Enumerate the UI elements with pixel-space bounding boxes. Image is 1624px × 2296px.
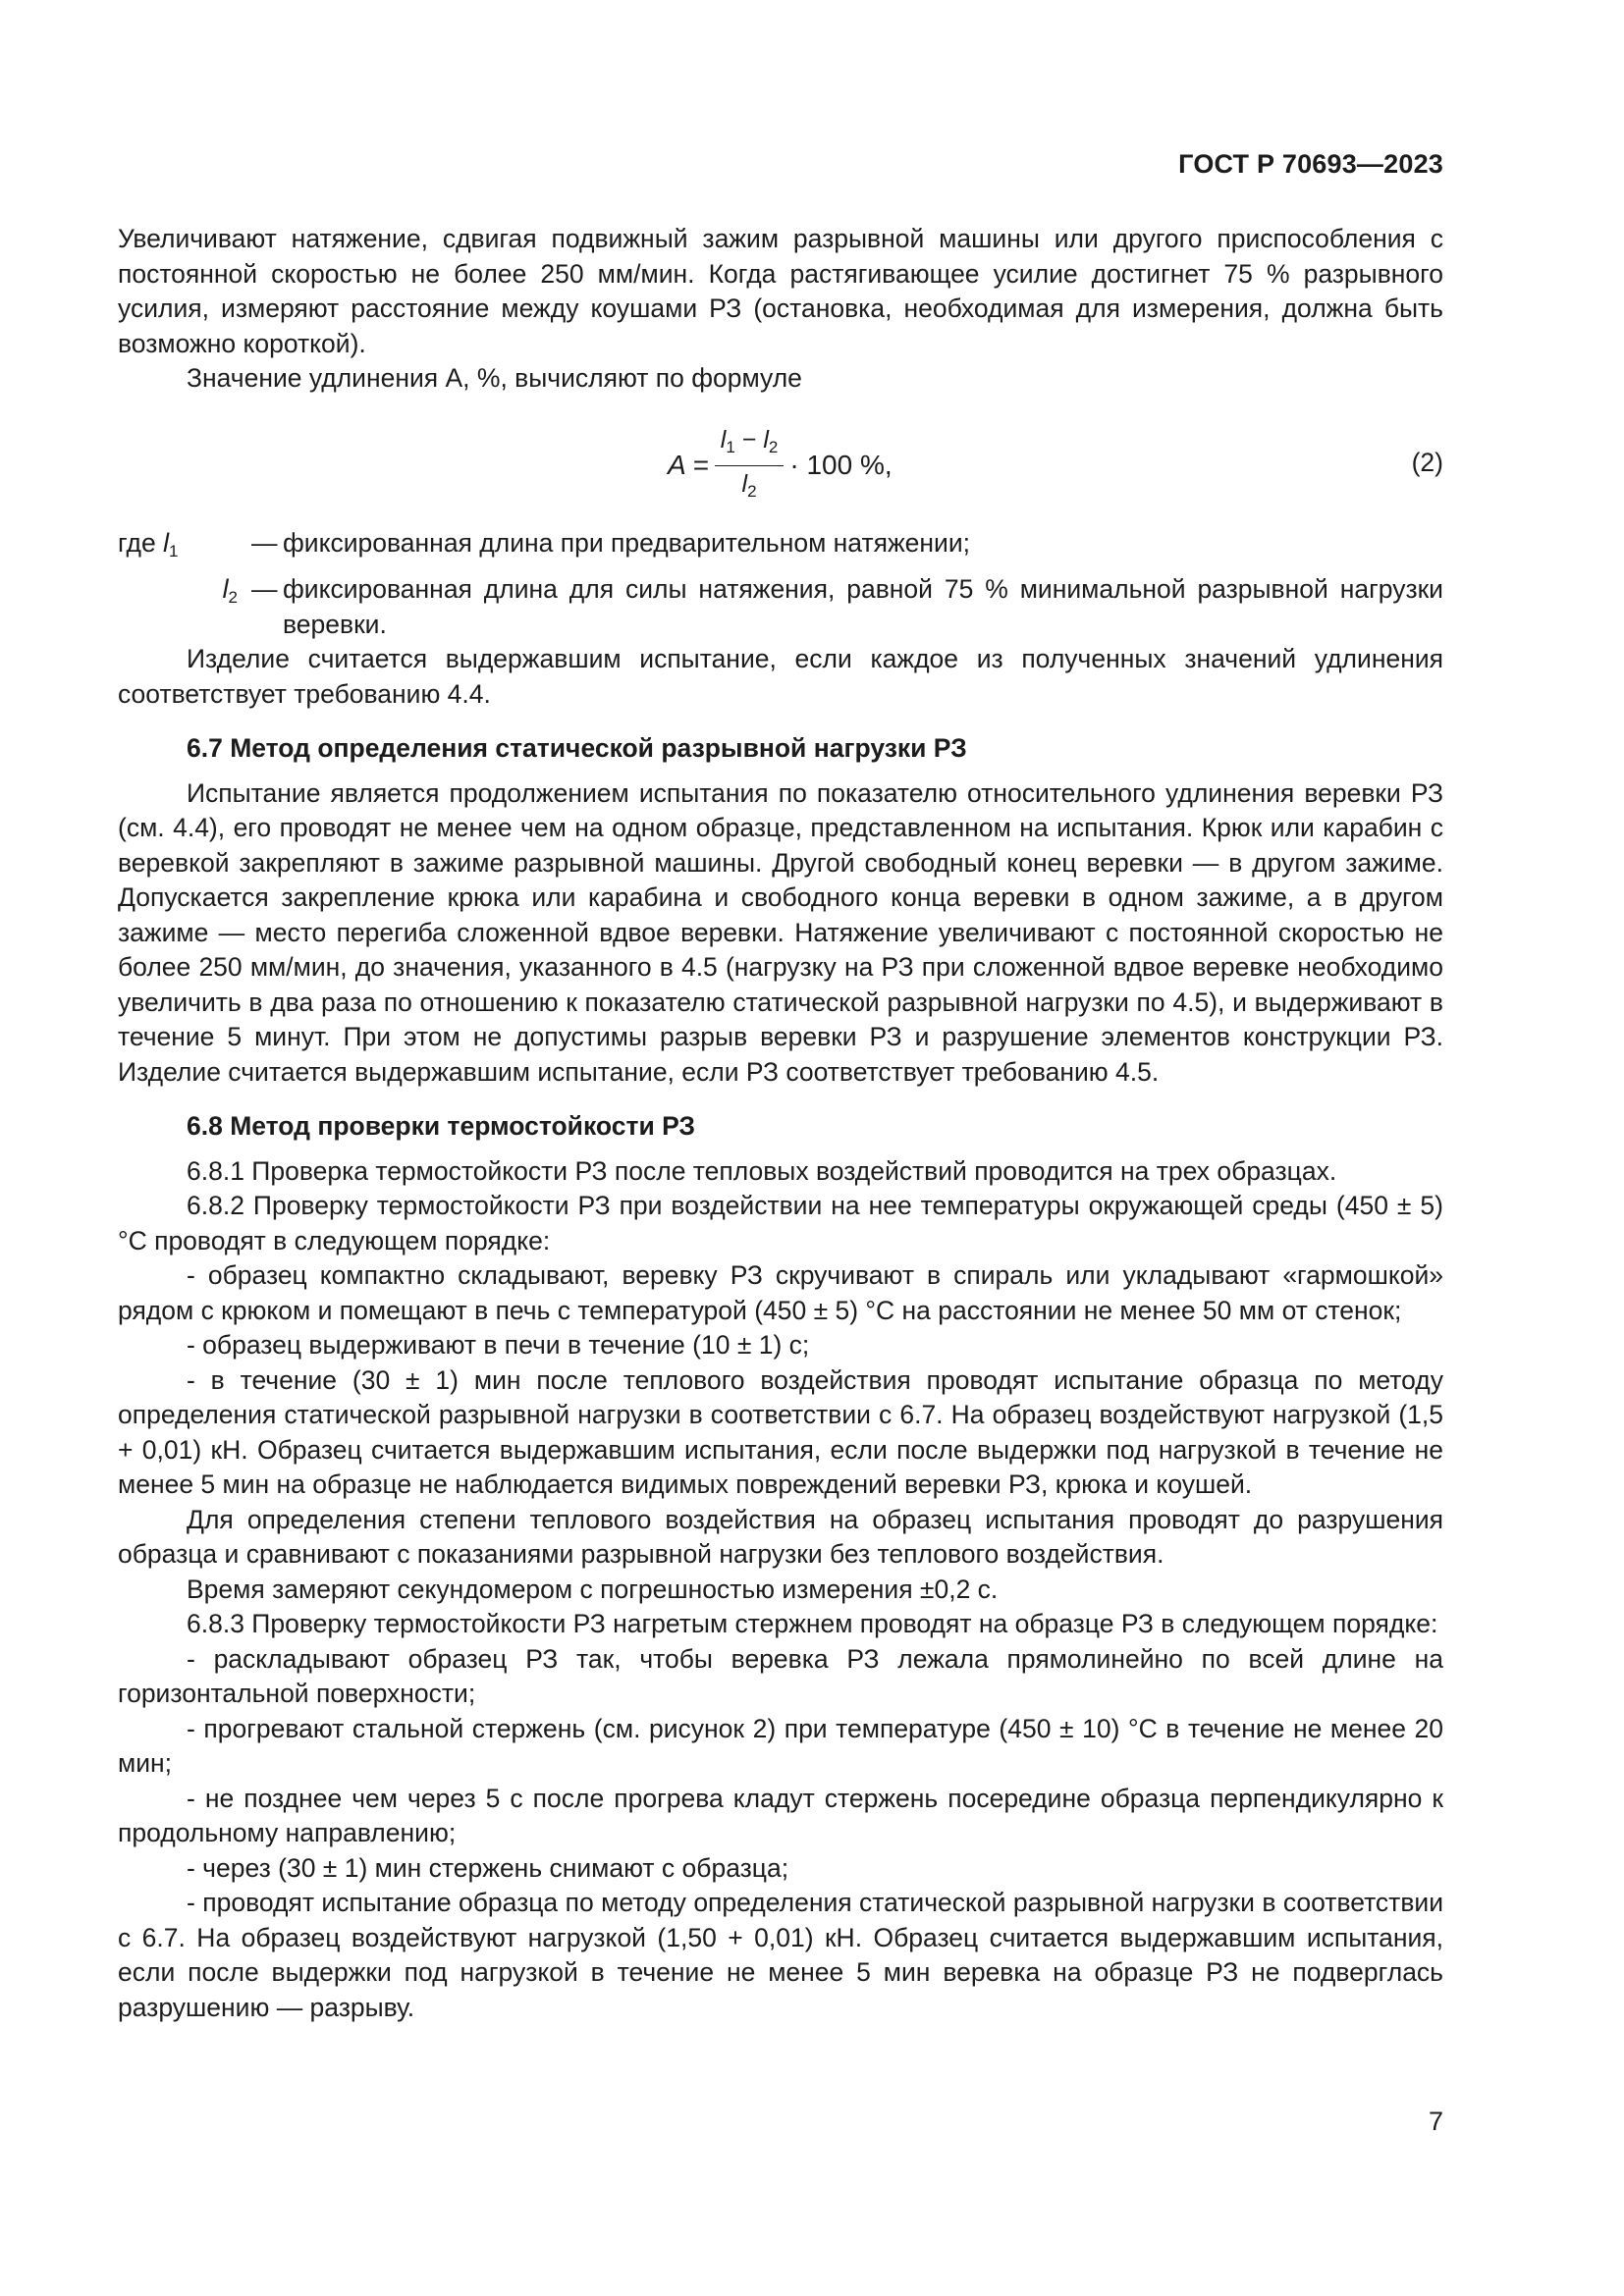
document-header: ГОСТ Р 70693—2023 [1178, 149, 1443, 179]
list-item: - через (30 ± 1) мин стержень снимают с образца; [187, 1852, 789, 1883]
list-item: - прогревают стальной стержень (см. рисунок 2) при температуре (450 ± 10) °С в течение не менее 20 мин; [118, 1713, 1443, 1778]
where-item-text: фиксированная длина при предварительном натяжении; [283, 527, 971, 558]
where-item: где $l_1$ — фиксированная длина при предварительном натяжении; [118, 526, 1443, 569]
formula-fraction [715, 424, 785, 507]
formula-rhs: · 100 %, [789, 450, 893, 481]
formula-lhs: A = [668, 450, 709, 481]
section-heading-6-7: 6.7 Метод определения статической разрывной нагрузки РЗ [187, 733, 967, 763]
document-body [118, 222, 1443, 2025]
paragraph: 6.8.2 Проверку термостойкости РЗ при воздействии на нее температуры окружающей среды (450 ± 5) °С проводят в следующем порядке: [118, 1191, 1443, 1255]
where-item: $l_2$ — фиксированная длина для силы натяжения, равной 75 % минимальной разрывной нагрузки веревки. [118, 572, 1443, 642]
where-intro: где [118, 527, 156, 558]
paragraph: Значение удлинения А, %, вычисляют по формуле [187, 363, 802, 393]
formula-denominator: $l_2$ [741, 469, 757, 501]
paragraph: 6.8.3 Проверку термостойкости РЗ нагретым стержнем проводят на образце РЗ в следующем порядке: [187, 1609, 1438, 1638]
list-item: - раскладывают образец РЗ так, чтобы веревка РЗ лежала прямолинейно по всей длине на горизонтальной поверхности; [118, 1643, 1443, 1708]
paragraph: Испытание является продолжением испытания по показателю относительного удлинения веревки РЗ (см. 4.4), его проводят не менее чем на одном образце, представленном на испытания. Крюк или карабин с веревкой закрепляют в зажиме разрывной машины. Другой свободный конец веревки — в другом зажиме. Допускается закрепление крюка или карабина и свободного конца веревки в одном зажиме, а в другом зажиме — место перегиба сложенной вдвое веревки. Натяжение увеличивают с постоянной скоростью не более 250 мм/мин, до значения, указанного в 4.5 (нагрузку на РЗ при сложенной вдвое веревке необходимо увеличить в два раза по отношению к показателю статической разрывной нагрузки по 4.5), и выдерживают в течение 5 минут. При этом не допустимы разрыв веревки РЗ и разрушение элементов конструкции РЗ. Изделие считается выдержавшим испытание, если РЗ соответствует требованию 4.5. [118, 777, 1443, 1087]
paragraph: Время замеряют секундомером с погрешностью измерения ±0,2 с. [187, 1574, 999, 1604]
page-number: 7 [1428, 2107, 1443, 2136]
list-item: - проводят испытание образца по методу определения статической разрывной нагрузки в соответствии с 6.7. На образец воздействуют нагрузкой (1,50 + 0,01) кН. Образец считается выдержавшим испытания, если после выдержки под нагрузкой в течение не менее 5 мин веревка на образце РЗ не подверглась разрушению — разрыву. [118, 1888, 1443, 2022]
paragraph: Для определения степени теплового воздействия на образец испытания проводят до разрушения образца и сравнивают с показаниями разрывной нагрузки без теплового воздействия. [118, 1504, 1443, 1569]
list-item: - в течение (30 ± 1) мин после теплового воздействия проводят испытание образца по методу определения статической разрывной нагрузки в соответствии с 6.7. На образец воздействуют нагрузкой (1,5 + 0,01) кН. Образец считается выдержавшим испытания, если после выдержки под нагрузкой в течение не менее 5 мин на образце не наблюдается видимых повреждений веревки РЗ, крюка и коушей. [118, 1364, 1443, 1499]
paragraph: 6.8.1 Проверка термостойкости РЗ после тепловых воздействий проводится на трех образцах. [187, 1155, 1337, 1186]
list-item: - образец компактно складывают, веревку РЗ скручивают в спираль или укладывают «гармошкой» рядом с крюком и помещают в печь с температурой (450 ± 5) °С на расстоянии не менее 50 мм от стенок; [118, 1260, 1443, 1325]
list-item: - не позднее чем через 5 с после прогрева кладут стержень посередине образца перпендикулярно к продольному направлению; [118, 1783, 1443, 1847]
formula-block [118, 402, 1443, 516]
paragraph: Увеличивают натяжение, сдвигая подвижный зажим разрывной машины или другого приспособления с постоянной скоростью не более 250 мм/мин. Когда растягивающее усилие достигнет 75 % разрывного усилия, измеряют расстояние между коушами РЗ (остановка, необходимая для измерения, должна быть возможно короткой). [118, 224, 1443, 358]
formula [668, 424, 893, 507]
equation-number: (2) [1411, 447, 1443, 477]
where-item-text: фиксированная длина для силы натяжения, равной 75 % минимальной разрывной нагрузки веревки. [283, 574, 1443, 639]
section-heading-6-8: 6.8 Метод проверки термостойкости РЗ [187, 1111, 696, 1141]
formula-numerator: $l_1 - l_2$ [715, 424, 785, 466]
paragraph: Изделие считается выдержавшим испытание, если каждое из полученных значений удлинения соответствует требованию 4.4. [118, 644, 1443, 709]
where-list [118, 526, 1443, 643]
list-item: - образец выдерживают в печи в течение (10 ± 1) с; [187, 1330, 810, 1360]
